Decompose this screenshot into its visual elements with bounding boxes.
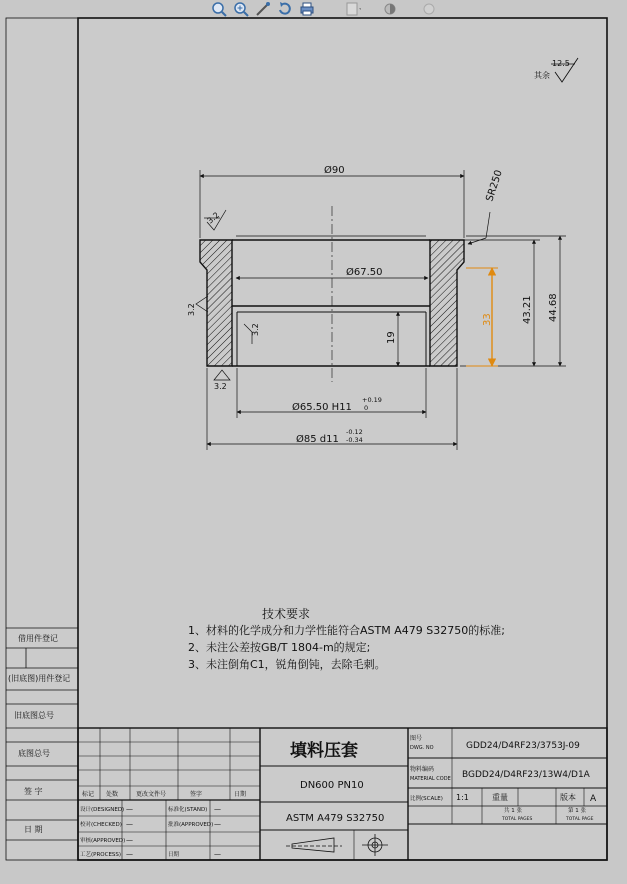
dim-bore-lower: Ø65.50 H11	[292, 402, 352, 413]
weight-label: 重量	[492, 793, 508, 802]
side-label-sign: 签 字	[24, 787, 43, 796]
sign-row-approve2: 批准(APPROVED)	[168, 822, 214, 828]
sign-row-process: 工艺(PROCESS)	[80, 852, 122, 858]
sign-row-checked: 校对(CHECKED)	[80, 822, 122, 828]
version-value: A	[590, 794, 597, 804]
rev-header-file: 更改文件号	[136, 791, 167, 798]
sign-value-approved: —	[126, 836, 133, 844]
dim-outer-body: Ø85 d11	[296, 434, 339, 445]
dwg-no-value: GDD24/D4RF23/3753J-09	[466, 741, 580, 751]
sign-value-designed: —	[126, 805, 133, 813]
sign-row-designed: 设计(DESIGNED)	[80, 807, 125, 813]
tech-req-title: 技术要求	[262, 607, 311, 621]
dim-orange: 33	[482, 313, 493, 326]
dwg-no-label-en: DWG. NO	[410, 745, 434, 751]
sheet-page-en: TOTAL PAGE	[566, 817, 594, 822]
tech-req-item-3: 3、未注倒角C1，锐角倒钝，去除毛刺。	[188, 658, 386, 671]
sign-value-checked: —	[126, 820, 133, 828]
part-spec: DN600 PN10	[300, 780, 364, 791]
sheet-total-label: 共 1 张	[504, 808, 522, 814]
rough-top: 3.2	[205, 210, 222, 226]
dim-outer-top: Ø90	[324, 165, 345, 176]
sheet-total-en: TOTAL PAGES	[502, 817, 533, 822]
tech-req-item-1: 1、材料的化学成分和力学性能符合ASTM A479 S32750的标准;	[188, 624, 505, 637]
dim-bore-upper: Ø67.50	[346, 267, 383, 278]
version-label: 版本	[560, 793, 576, 802]
sign-value-approve2: —	[214, 820, 221, 828]
material-code-value: BGDD24/D4RF23/13W4/D1A	[462, 770, 590, 780]
part-material: ASTM A479 S32750	[286, 813, 385, 824]
sign-row-approved: 审核(APPROVED)	[80, 838, 126, 844]
roughness-note: 其余	[534, 71, 550, 80]
part-name: 填料压套	[290, 741, 358, 761]
side-label-old-base: 旧底图总号	[14, 711, 54, 720]
dim-height-inner: 43.21	[522, 295, 533, 324]
material-code-label: 物料编码	[410, 766, 435, 773]
side-label-date: 日 期	[24, 825, 43, 834]
dim-outer-body-tol-upper: -0.12	[346, 428, 363, 436]
dim-height-total: 44.68	[548, 293, 559, 322]
rev-header-date: 日期	[234, 791, 247, 798]
scale-value: 1:1	[456, 793, 469, 802]
sign-value-process: —	[126, 850, 133, 858]
rev-header-mark: 标记	[82, 791, 95, 798]
dwg-no-label: 图号	[410, 735, 423, 742]
rev-header-sign: 签字	[190, 791, 203, 798]
side-label-borrow: 借用件登记	[18, 634, 58, 643]
dim-bore-lower-tol-upper: +0.19	[362, 396, 382, 404]
sign-value-stand: —	[214, 805, 221, 813]
sign-value-date: —	[214, 850, 221, 858]
rough-bottom: 3.2	[214, 382, 227, 391]
side-label-old-register: (旧底图)用件登记	[8, 674, 71, 683]
side-label-base: 底图总号	[18, 749, 50, 758]
tech-req-item-2: 2、未注公差按GB/T 1804-m的规定;	[188, 641, 371, 654]
sheet-page-label: 第 1 张	[568, 808, 586, 814]
sign-row-date: 日期	[168, 852, 180, 858]
material-code-label-en: MATERIAL CODE	[410, 776, 451, 782]
dim-bore-lower-tol-lower: 0	[364, 404, 369, 412]
rev-header-count: 处数	[106, 791, 119, 798]
rough-inner: 3.2	[251, 323, 260, 336]
dim-outer-body-tol-lower: -0.34	[346, 436, 363, 444]
dim-radius: SR250	[484, 168, 505, 203]
dim-height-lower: 19	[386, 331, 397, 344]
roughness-value: 12.5	[552, 59, 570, 68]
scale-label: 比例(SCALE)	[410, 796, 443, 802]
sign-row-stand: 标准化(STAND)	[168, 807, 208, 813]
rough-left: 3.2	[187, 303, 196, 316]
